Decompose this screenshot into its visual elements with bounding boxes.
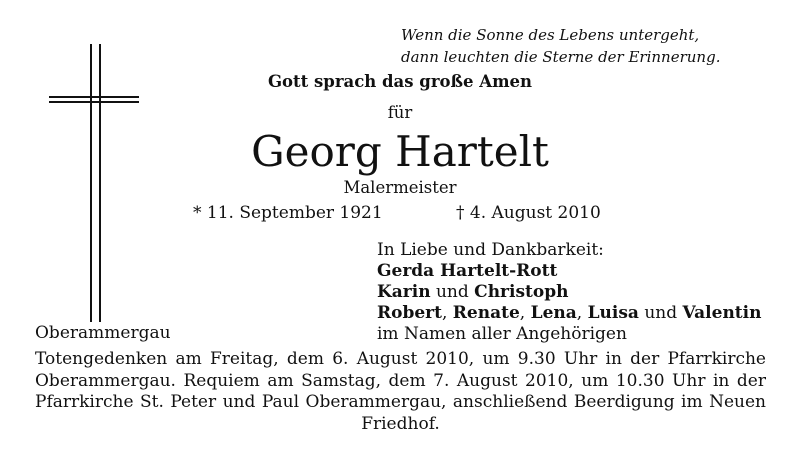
separator: , [519, 303, 531, 323]
mourners-intro: In Liebe und Dankbarkeit: [377, 240, 604, 260]
mourner-name: Christoph [474, 282, 569, 302]
deceased-name: Georg Hartelt [251, 127, 549, 176]
intro-heading: Gott sprach das große Amen [267, 72, 533, 91]
mourner-name: Lena [530, 303, 577, 323]
mourners-closing: im Namen aller Angehörigen [377, 324, 627, 344]
for-text: für [387, 103, 413, 122]
birth-date: * 11. September 1921 [193, 203, 383, 223]
motto-line-1: Wenn die Sonne des Lebens untergeht, [401, 26, 700, 44]
mourner-name: Gerda Hartelt-Rott [377, 261, 558, 281]
mourner-line-3 [377, 303, 761, 324]
mourners-block [377, 240, 761, 345]
mourner-name: Luisa [587, 303, 639, 323]
place-name: Oberammergau [35, 323, 171, 343]
death-date: † 4. August 2010 [456, 203, 601, 223]
separator: , [576, 303, 588, 323]
mourner-line-1 [377, 261, 761, 282]
mourner-line-2 [377, 282, 761, 303]
separator: , [441, 303, 453, 323]
conjunction: und [435, 282, 469, 302]
memorial-notice: Totengedenken am Freitag, dem 6. August 2010, um 9.30 Uhr in der Pfarrkirche Oberammergau. Requiem am Samstag, dem 7. August 2010, um 10.30 Uhr in der Pfarrkirche St. Peter und Paul Oberammergau, anschließend Beerdigung im Neuen Friedhof. [35, 349, 766, 434]
mourner-name: Renate [452, 303, 520, 323]
mourner-name: Karin [377, 282, 431, 302]
cross-horizontal-beam [49, 96, 139, 103]
conjunction: und [644, 303, 678, 323]
motto-line-2: dann leuchten die Sterne der Erinnerung. [401, 48, 721, 66]
mourner-name: Robert [377, 303, 442, 323]
mourner-name: Valentin [682, 303, 762, 323]
occupation: Malermeister [343, 178, 457, 197]
